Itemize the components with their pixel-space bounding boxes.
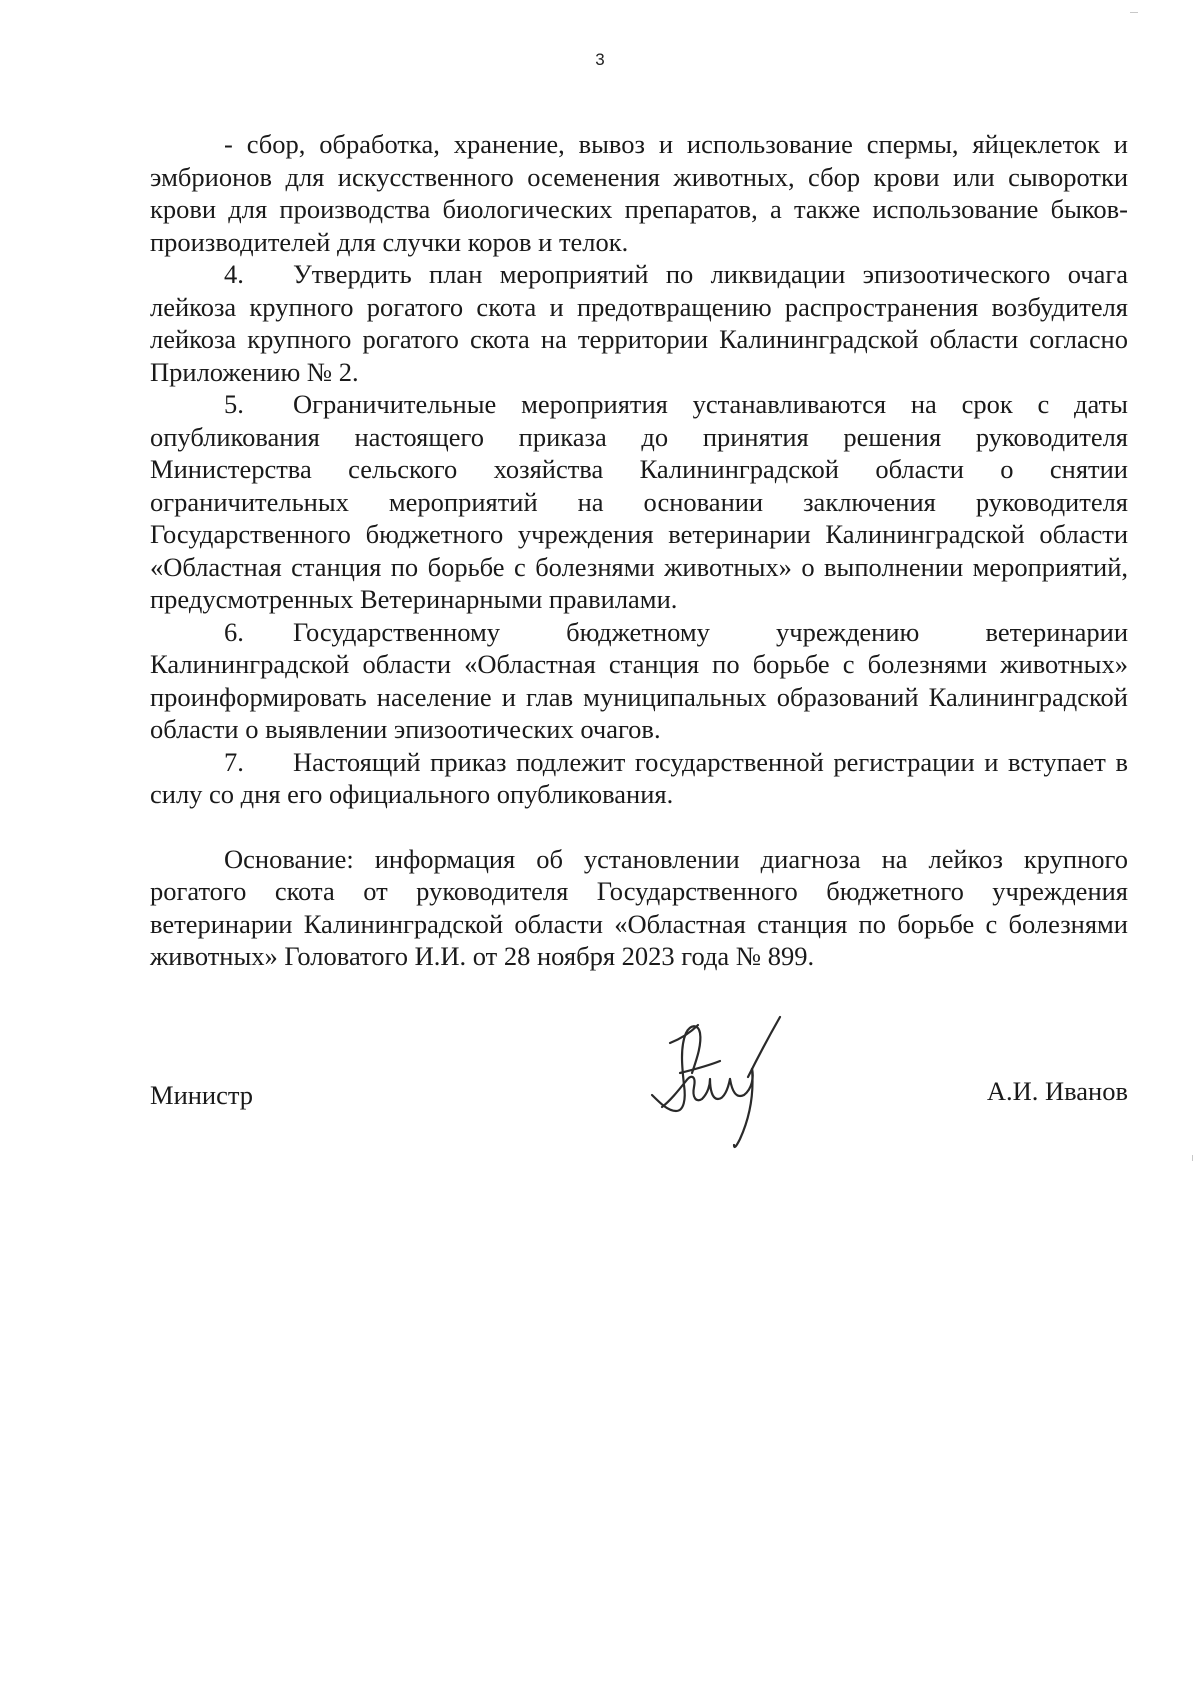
basis-text: Основание: информация об установлении диагноза на лейкоз крупного рогатого скота от руководителя Государственного бюджетного учреждения ветеринарии Калининградской области «Областная станция по борьбе с болезнями животных» Головатого И.И. от 28 ноября 2023 года № 899.	[150, 843, 1128, 971]
paragraph-text: - сбор, обработка, хранение, вывоз и использование спермы, яйцеклеток и эмбрионов для искусственного осеменения животных, сбор крови или сыворотки крови для производства биологических препаратов, а также использование быков-производителей для случки коров и телок.	[150, 129, 1128, 257]
margin-mark-top	[1130, 12, 1138, 13]
basis-paragraph	[150, 843, 1128, 973]
paragraph-item-6	[150, 616, 1128, 746]
signatory-title: Министр	[150, 1080, 254, 1110]
paragraph-item-4	[150, 258, 1128, 388]
paragraph-text: Ограничительные мероприятия устанавливаются на срок с даты опубликования настоящего приказа до принятия решения руководителя Министерства сельского хозяйства Калининградской области о снятии ограничительных мероприятий на основании заключения руководителя Государственного бюджетного учреждения ветеринарии Калининградской области «Областная станция по борьбе с болезнями животных» о выполнении мероприятий, предусмотренных Ветеринарными правилами.	[150, 389, 1128, 614]
paragraph-number: 6.	[224, 616, 244, 647]
margin-mark-right	[1192, 1155, 1193, 1161]
paragraph-text: Настоящий приказ подлежит государственной регистрации и вступает в силу со дня его официального опубликования.	[150, 746, 1128, 809]
handwritten-signature	[640, 1003, 810, 1153]
page-number: 3	[595, 50, 605, 69]
signatory-name: А.И. Иванов	[986, 1076, 1128, 1106]
paragraph-number: 5.	[224, 389, 244, 419]
paragraph-item-5	[150, 388, 1128, 616]
signature-block	[150, 1003, 1128, 1173]
paragraph-bullet	[150, 128, 1128, 258]
paragraph-number: 7.	[224, 746, 244, 777]
paragraph-text: Утвердить план мероприятий по ликвидации эпизоотического очага лейкоза крупного рогатого скота и предотвращению распространения возбудителя лейкоза крупного рогатого скота на территории Калининградской области согласно Приложению № 2.	[150, 259, 1128, 387]
document-body	[150, 128, 1128, 973]
paragraph-number: 4.	[224, 259, 244, 289]
paragraph-text: Государственному бюджетному учреждению ветеринарии Калининградской области «Областная станция по борьбе с болезнями животных» проинформировать население и глав муниципальных образований Калининградской области о выявлении эпизоотических очагов.	[150, 616, 1128, 744]
paragraph-item-7	[150, 746, 1128, 811]
